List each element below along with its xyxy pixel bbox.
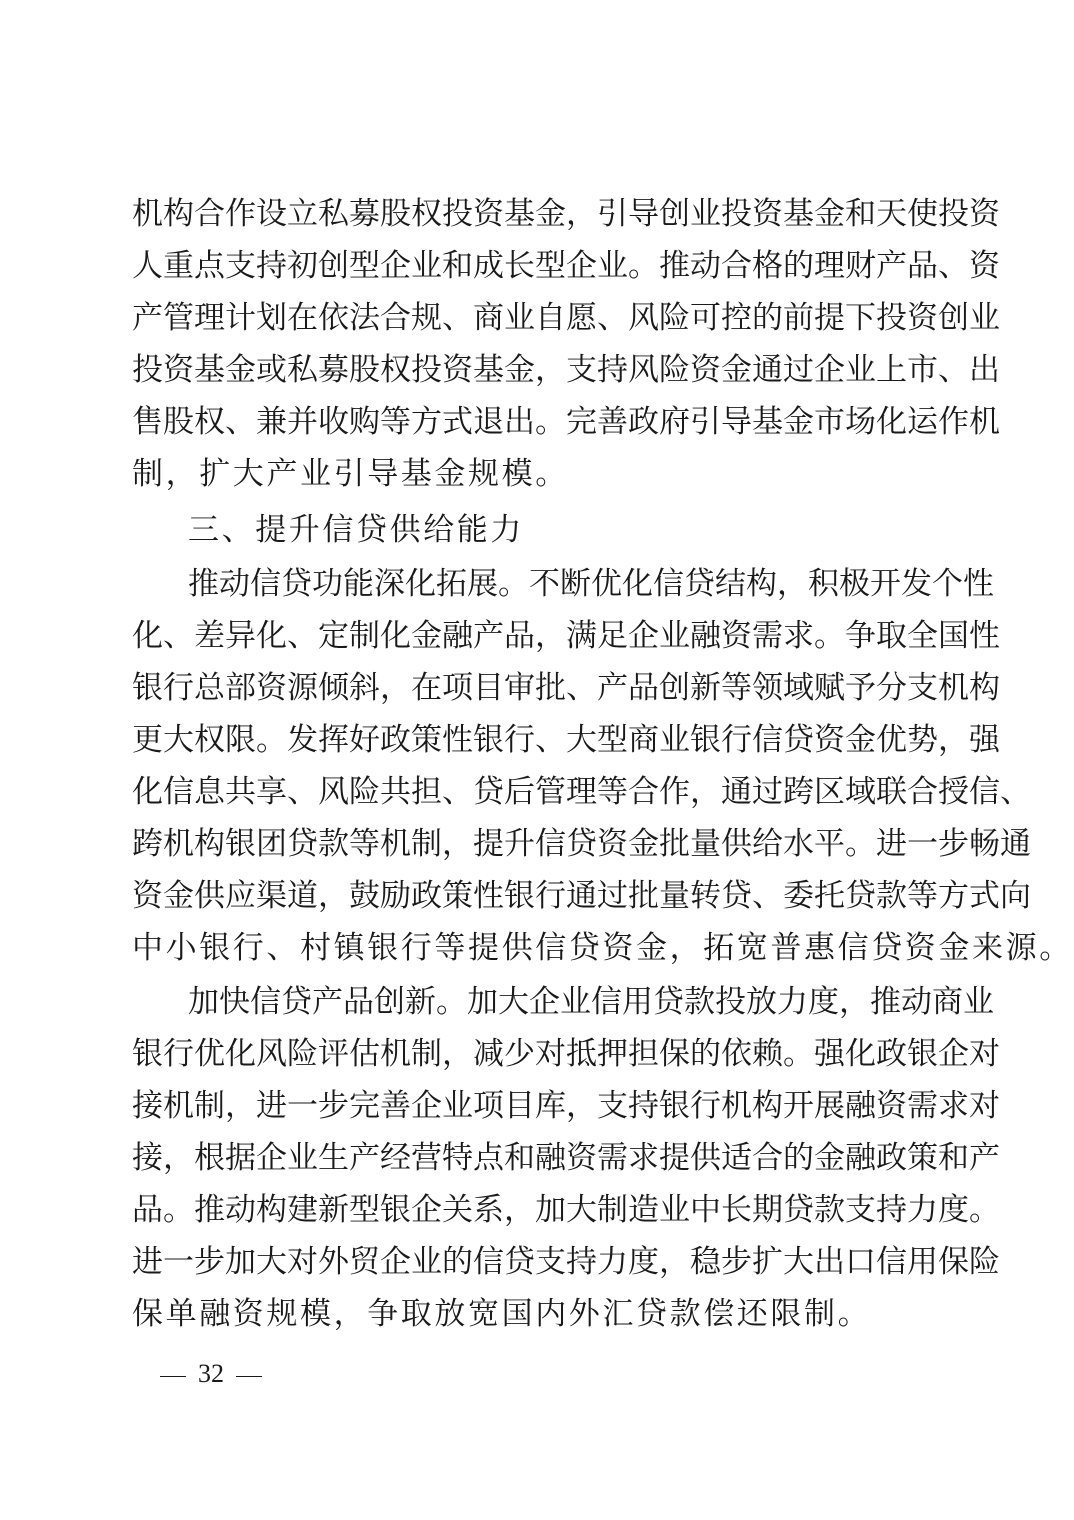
- text-line: 银行总部资源倾斜，在项目审批、产品创新等领域赋予分支机构: [132, 670, 1000, 706]
- text-line: 接机制，进一步完善企业项目库，支持银行机构开展融资需求对: [132, 1088, 1000, 1124]
- text-line: 加快信贷产品创新。加大企业信用贷款投放力度，推动商业: [188, 984, 994, 1020]
- text-line: 保单融资规模，争取放宽国内外汇贷款偿还限制。: [132, 1296, 872, 1332]
- right-dash: [236, 1376, 262, 1377]
- text-line: 产管理计划在依法合规、商业自愿、风险可控的前提下投资创业: [132, 300, 1000, 336]
- text-line: 售股权、兼并收购等方式退出。完善政府引导基金市场化运作机: [132, 404, 1000, 440]
- text-line: 更大权限。发挥好政策性银行、大型商业银行信贷资金优势，强: [132, 722, 1000, 758]
- text-line: 资金供应渠道，鼓励政策性银行通过批量转贷、委托贷款等方式向: [132, 878, 1031, 914]
- text-line: 化、差异化、定制化金融产品，满足企业融资需求。争取全国性: [132, 618, 1000, 654]
- text-line: 品。推动构建新型银企关系，加大制造业中长期贷款支持力度。: [132, 1192, 1000, 1228]
- text-line: 制，扩大产业引导基金规模。: [132, 456, 569, 492]
- text-line: 进一步加大对外贸企业的信贷支持力度，稳步扩大出口信用保险: [132, 1244, 1000, 1280]
- text-line: 银行优化风险评估机制，减少对抵押担保的依赖。强化政银企对: [132, 1036, 1000, 1072]
- text-line: 跨机构银团贷款等机制，提升信贷资金批量供给水平。进一步畅通: [132, 826, 1031, 862]
- left-dash: [160, 1376, 186, 1377]
- text-line: 接，根据企业生产经营特点和融资需求提供适合的金融政策和产: [132, 1140, 1000, 1176]
- text-line: 人重点支持初创型企业和成长型企业。推动合格的理财产品、资: [132, 248, 1000, 284]
- text-line: 化信息共享、风险共担、贷后管理等合作，通过跨区域联合授信、: [132, 774, 1031, 810]
- text-line: 投资基金或私募股权投资基金，支持风险资金通过企业上市、出: [132, 352, 1000, 388]
- page-footer: [160, 1352, 262, 1396]
- section-heading: 三、提升信贷供给能力: [188, 512, 524, 548]
- text-line: 推动信贷功能深化拓展。不断优化信贷结构，积极开发个性: [188, 566, 994, 602]
- text-line: 机构合作设立私募股权投资基金，引导创业投资基金和天使投资: [132, 196, 1000, 232]
- text-line: 中小银行、村镇银行等提供信贷资金，拓宽普惠信贷资金来源。: [132, 930, 1073, 966]
- page-number: 32: [198, 1359, 224, 1388]
